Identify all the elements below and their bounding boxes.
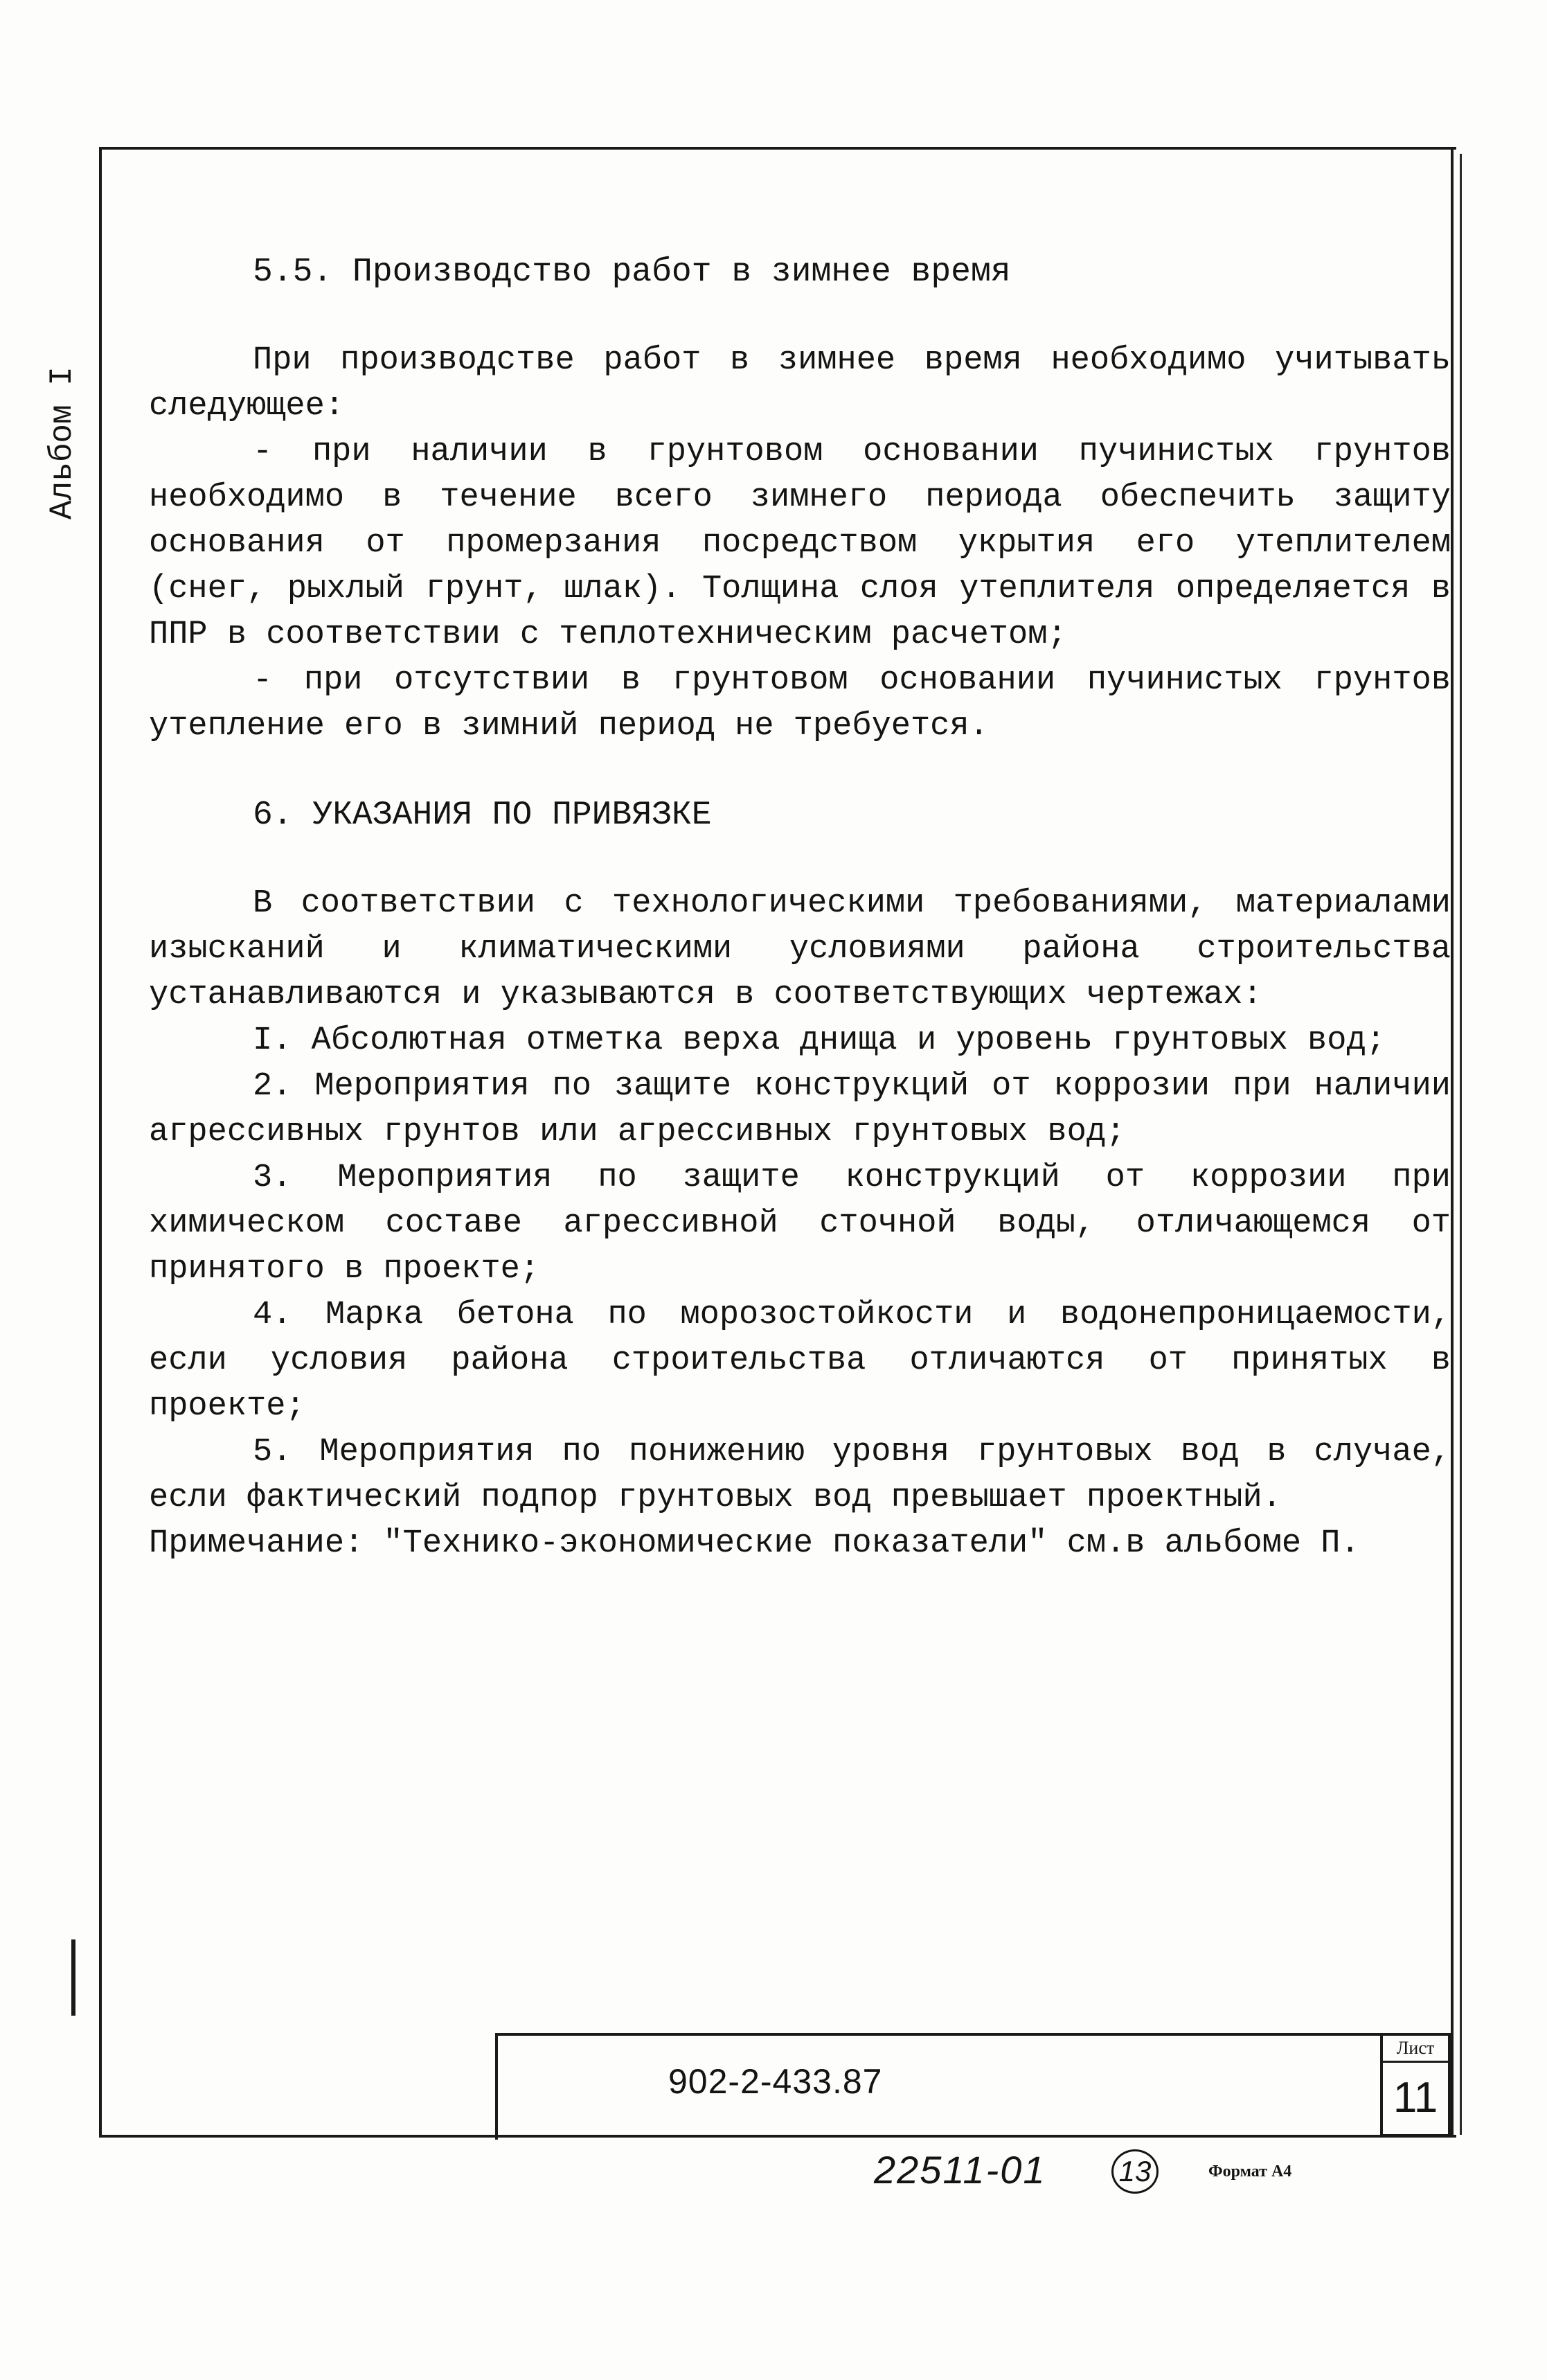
- frame-right-outer-border: [1460, 154, 1462, 2135]
- section-6-item: 2. Мероприятия по защите конструкций от коррозии при наличии агрессивных грунтов или агрессивных грунтовых вод;: [149, 1068, 1451, 1151]
- document-code: 902-2-433.87: [668, 2062, 883, 2101]
- frame-right-border: [1451, 147, 1454, 2138]
- margin-tick-mark: [71, 1939, 75, 2016]
- format-label: Формат А4: [1208, 2163, 1292, 2181]
- title-block: [495, 2033, 1398, 2140]
- section-5-5-item-2: - при отсутствии в грунтовом основании пучинистых грунтов утепление его в зимний период не требуется.: [149, 662, 1451, 745]
- frame-top-border: [99, 147, 1456, 150]
- section-5-5-heading: 5.5. Производство работ в зимнее время: [253, 254, 1011, 291]
- frame-left-border: [99, 147, 102, 2135]
- section-6-item: 3. Мероприятия по защите конструкций от коррозии при химическом составе агрессивной сточной воды, отличающемся от принятого в проекте;: [149, 1160, 1451, 1288]
- album-margin-label: Альбом I: [44, 366, 80, 519]
- inventory-number: 22511-01: [874, 2148, 1046, 2192]
- section-6-item: I. Абсолютная отметка верха днища и уровень грунтовых вод;: [253, 1022, 1386, 1059]
- document-body: [149, 249, 1451, 1567]
- section-6-item: 4. Марка бетона по морозостойкости и водонепроницаемости, если условия района строительства отличаются от принятых в проекте;: [149, 1297, 1451, 1425]
- circled-page-number: 13: [1111, 2149, 1159, 2194]
- section-6-item: 5. Мероприятия по понижению уровня грунтовых вод в случае, если фактический подпор грунтовых вод превышает проектный.: [149, 1434, 1451, 1516]
- section-6-intro: В соответствии с технологическими требованиями, материалами изысканий и климатическими условиями района строительства устанавливаются и указываются в соответствующих чертежах:: [149, 885, 1451, 1013]
- sheet-number: 11: [1393, 2074, 1438, 2122]
- sheet-label: Лист: [1383, 2036, 1448, 2063]
- section-6-heading: 6. УКАЗАНИЯ ПО ПРИВЯЗКЕ: [253, 797, 712, 834]
- note-text: Примечание: "Технико-экономические показатели" см.в альбоме П.: [149, 1525, 1360, 1562]
- section-5-5-item-1: - при наличии в грунтовом основании пучинистых грунтов необходимо в течение всего зимнего периода обеспечить защиту основания от промерзания посредством укрытия его утеплителем (снег, рыхлый грунт, шлак). Толщина слоя утеплителя определяется в ППР в соответствии с теплотехническим расчетом;: [149, 434, 1451, 653]
- section-5-5-intro: При производстве работ в зимнее время необходимо учитывать следующее:: [149, 342, 1451, 425]
- sheet-number-box: [1380, 2033, 1451, 2137]
